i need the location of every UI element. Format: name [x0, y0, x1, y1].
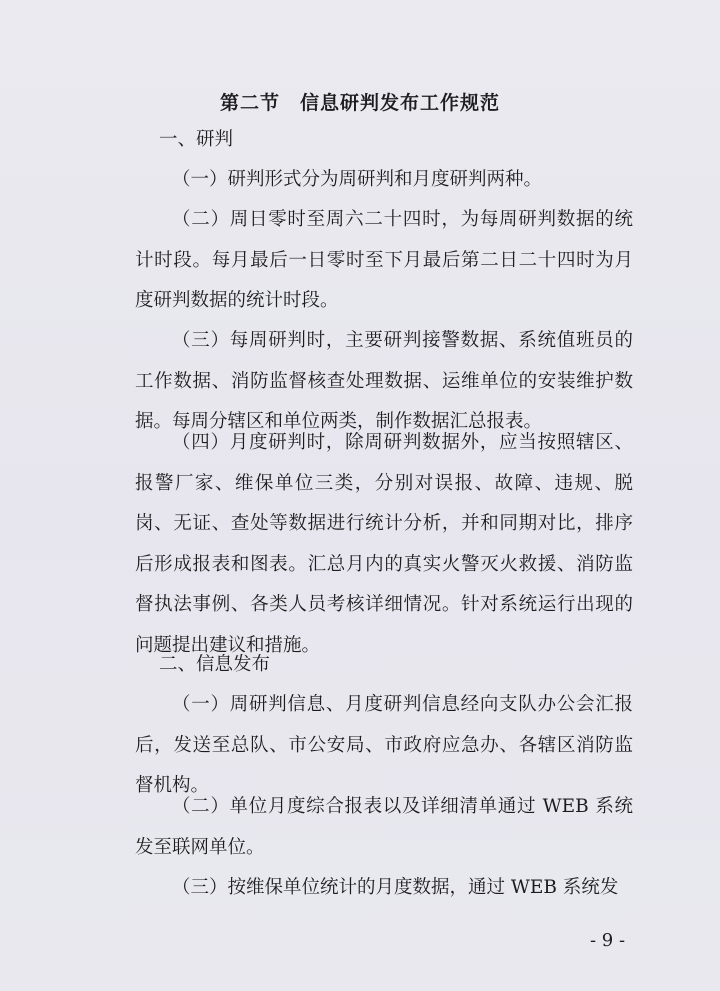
- paragraph-publish-3: （三）按维保单位统计的月度数据，通过 WEB 系统发: [172, 877, 619, 898]
- paragraph-publish-1: （一）周研判信息、月度研判信息经向支队办公会汇报后，发送至总队、市公安局、市政府应急办、各辖区消防监督机构。: [135, 694, 633, 796]
- paragraph-research-2: （二）周日零时至周六二十四时，为每周研判数据的统计时段。每月最后一日零时至下月最后第二日二十四时为月度研判数据的统计时段。: [135, 209, 633, 311]
- heading-publish: 二、信息发布: [159, 654, 271, 675]
- paragraph-research-3: （三）每周研判时，主要研判接警数据、系统值班员的工作数据、消防监督核查处理数据、运维单位的安装维护数据。每周分辖区和单位两类，制作数据汇总报表。: [135, 330, 633, 432]
- paragraph-research-4: （四）月度研判时，除周研判数据外，应当按照辖区、报警厂家、维保单位三类，分别对误报、故障、违规、脱岗、无证、查处等数据进行统计分析，并和同期对比，排序后形成报表和图表。汇总月内的真实火警灭火救援、消防监督执法事例、各类人员考核详细情况。针对系统运行出现的问题提出建议和措施。: [135, 432, 633, 656]
- section-title: 第二节 信息研判发布工作规范: [219, 92, 500, 114]
- paragraph-publish-2: （二）单位月度综合报表以及详细清单通过 WEB 系统发至联网单位。: [135, 796, 633, 858]
- page-number: - 9 -: [590, 930, 626, 951]
- heading-research: 一、研判: [159, 129, 234, 150]
- paragraph-research-1: （一）研判形式分为周研判和月度研判两种。: [172, 169, 543, 190]
